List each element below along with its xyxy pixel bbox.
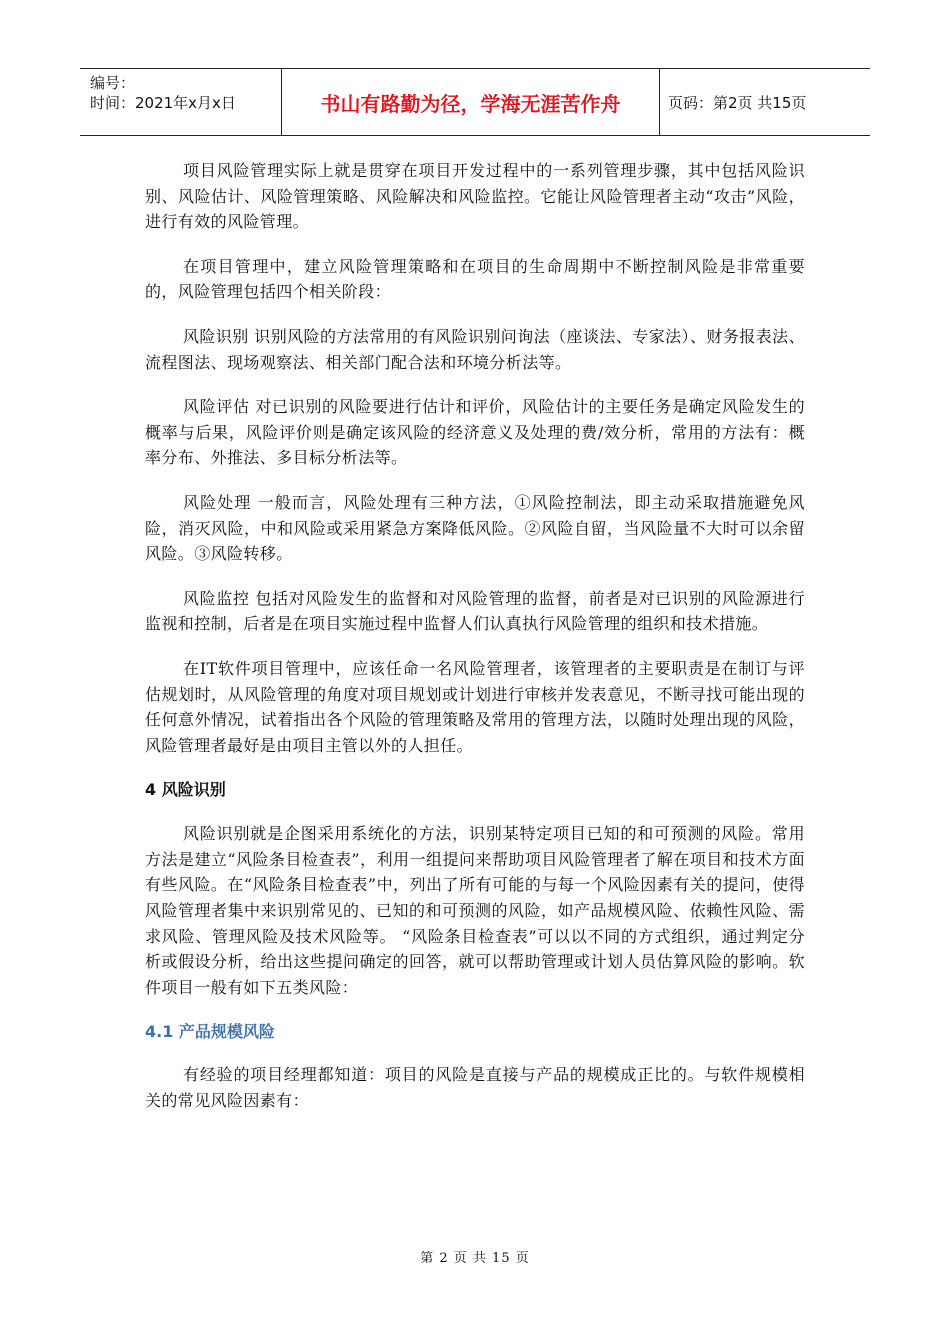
paragraph: 风险识别 识别风险的方法常用的有风险识别问询法（座谈法、专家法）、财务报表法、流程图法、现场观察法、相关部门配合法和环境分析法等。	[145, 326, 805, 372]
paragraph: 有经验的项目经理都知道：项目的风险是直接与产品的规模成正比的。与软件规模相关的常见风险因素有：	[145, 1065, 805, 1111]
subsection-heading: 4.1 产品规模风险	[145, 1022, 275, 1042]
paragraph: 在IT软件项目管理中，应该任命一名风险管理者，该管理者的主要职责是在制订与评估规划时，从风险管理的角度对项目规划或计划进行审核并发表意见，不断寻找可能出现的任何意外情况，试着指出各个风险的管理策略及常用的管理方法，以随时处理出现的风险，风险管理者最好是由项目主管以外的人担任。	[145, 658, 805, 755]
number-label: 编号：	[90, 74, 136, 92]
document-body	[145, 158, 805, 1133]
header-motto: 书山有路勤为径，学海无涯苦作舟	[282, 69, 660, 135]
page-footer: 第 2 页 共 15 页	[420, 1251, 530, 1266]
paragraph: 风险处理 一般而言，风险处理有三种方法，①风险控制法，即主动采取措施避免风险，消灭风险，中和风险或采用紧急方案降低风险。②风险自留，当风险量不大时可以余留风险。③风险转移。	[145, 492, 805, 564]
paragraph: 在项目管理中，建立风险管理策略和在项目的生命周期中不断控制风险是非常重要的，风险管理包括四个相关阶段：	[145, 256, 805, 302]
section-heading: 4 风险识别	[145, 780, 226, 800]
header-page-info: 页码：第2页 共15页	[668, 93, 807, 112]
time-label: 时间：2021年x月x日	[90, 94, 236, 112]
paragraph: 风险监控 包括对风险发生的监督和对风险管理的监督，前者是对已识别的风险源进行监视和控制，后者是在项目实施过程中监督人们认真执行风险管理的组织和技术措施。	[145, 588, 805, 634]
page-header	[80, 68, 870, 136]
paragraph: 风险识别就是企图采用系统化的方法，识别某特定项目已知的和可预测的风险。常用方法是建立“风险条目检查表”，利用一组提问来帮助项目风险管理者了解在项目和技术方面有些风险。在“风险条目检查表”中，列出了所有可能的与每一个风险因素有关的提问，使得风险管理者集中来识别常见的、已知的和可预测的风险，如产品规模风险、依赖性风险、需求风险、管理风险及技术风险等。 “风险条目检查表”可以以不同的方式组织，通过判定分析或假设分析，给出这些提问确定的回答，就可以帮助管理或计划人员估算风险的影响。软件项目一般有如下五类风险：	[145, 824, 805, 997]
header-meta	[80, 69, 282, 135]
paragraph: 项目风险管理实际上就是贯穿在项目开发过程中的一系列管理步骤，其中包括风险识别、风险估计、风险管理策略、风险解决和风险监控。它能让风险管理者主动“攻击”风险，进行有效的风险管理。	[145, 161, 805, 232]
paragraph: 风险评估 对已识别的风险要进行估计和评价，风险估计的主要任务是确定风险发生的概率与后果，风险评价则是确定该风险的经济意义及处理的费/效分析，常用的方法有：概率分布、外推法、多目标分析法等。	[145, 397, 805, 468]
